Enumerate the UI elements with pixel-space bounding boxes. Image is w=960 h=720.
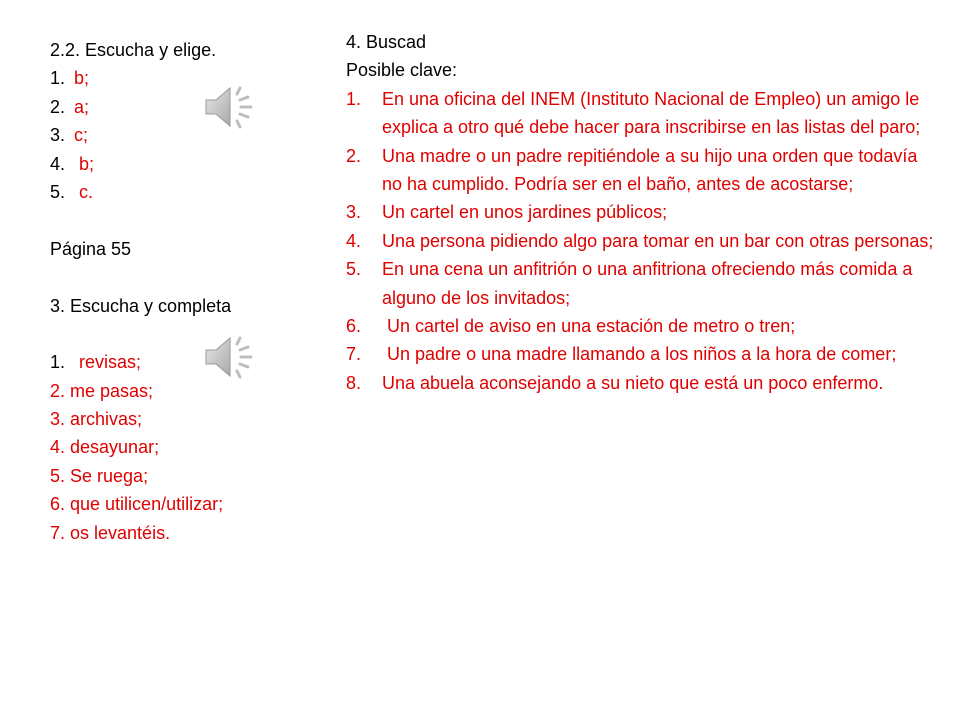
answer: Una persona pidiendo algo para tomar en un bar con otras personas; xyxy=(382,230,934,251)
answer: Un padre o una madre llamando a los niños a la hora de comer; xyxy=(382,344,897,365)
list-item xyxy=(50,121,330,149)
answer-line: 4. desayunar; xyxy=(50,437,160,458)
list-item xyxy=(346,142,936,199)
right-column xyxy=(346,28,936,397)
speaker-icon-graphic xyxy=(196,80,260,136)
answer: b; xyxy=(74,68,90,89)
spacer xyxy=(50,206,330,234)
left-column xyxy=(50,36,330,547)
list-item xyxy=(346,198,936,226)
answer-line: 5. Se ruega; xyxy=(50,465,149,486)
answer: c; xyxy=(74,125,89,146)
list-item xyxy=(50,64,330,92)
answer: Una abuela aconsejando a su nieto que está un poco enfermo. xyxy=(382,372,884,393)
item-number: 5. xyxy=(346,259,362,280)
list-item xyxy=(346,255,936,312)
speaker-icon[interactable] xyxy=(196,330,260,386)
answer-line: 6. que utilicen/utilizar; xyxy=(50,494,224,515)
speaker-icon[interactable] xyxy=(196,80,260,136)
list-item xyxy=(346,369,936,397)
list-item xyxy=(346,227,936,255)
list-item xyxy=(346,312,936,340)
item-number: 7. xyxy=(346,344,362,365)
answer: revisas; xyxy=(74,352,142,373)
item-number: 1. xyxy=(346,88,362,109)
answer: Una madre o un padre repitiéndole a su hijo una orden que todavía no ha cumplido. Podría ser en el baño, antes de acostarse; xyxy=(382,145,918,194)
list-item xyxy=(50,93,330,121)
spacer xyxy=(50,263,330,291)
list-item xyxy=(50,150,330,178)
answer: b; xyxy=(74,153,95,174)
answer: En una oficina del INEM (Instituto Nacional de Empleo) un amigo le explica a otro qué debe hacer para inscribirse en las listas del paro; xyxy=(382,88,921,138)
answer-line: 3. archivas; xyxy=(50,409,143,430)
answer: Un cartel en unos jardines públicos; xyxy=(382,202,668,223)
item-number: 1. xyxy=(50,68,66,89)
spacer xyxy=(50,320,330,348)
answer: a; xyxy=(74,96,90,117)
section-title-escucha-elige: 2.2. Escucha y elige. xyxy=(50,40,217,60)
item-number: 1. xyxy=(50,352,66,373)
list-item xyxy=(50,348,330,376)
answer: En una cena un anfitrión o una anfitriona ofreciendo más comida a alguno de los invitados; xyxy=(382,259,913,308)
item-number: 3. xyxy=(50,125,66,146)
answer-line: 7. os levantéis. xyxy=(50,522,171,543)
list-item xyxy=(346,85,936,142)
subtitle: Posible clave: xyxy=(346,60,458,81)
section-title-buscad: 4. Buscad xyxy=(346,32,427,52)
item-number: 8. xyxy=(346,372,362,393)
item-number: 6. xyxy=(346,316,362,337)
item-number: 4. xyxy=(50,153,66,174)
item-number: 4. xyxy=(346,230,362,251)
page-label: Página 55 xyxy=(50,238,132,259)
answer: c. xyxy=(74,181,94,202)
list-item xyxy=(346,340,936,368)
section-title-escucha-completa: 3. Escucha y completa xyxy=(50,295,232,316)
item-number: 2. xyxy=(50,96,66,117)
answer-line: 2. me pasas; xyxy=(50,380,154,401)
item-number: 5. xyxy=(50,181,66,202)
speaker-icon-graphic xyxy=(196,330,260,386)
list-item xyxy=(50,178,330,206)
answer: Un cartel de aviso en una estación de metro o tren; xyxy=(382,316,796,337)
item-number: 2. xyxy=(346,145,362,166)
item-number: 3. xyxy=(346,202,362,223)
